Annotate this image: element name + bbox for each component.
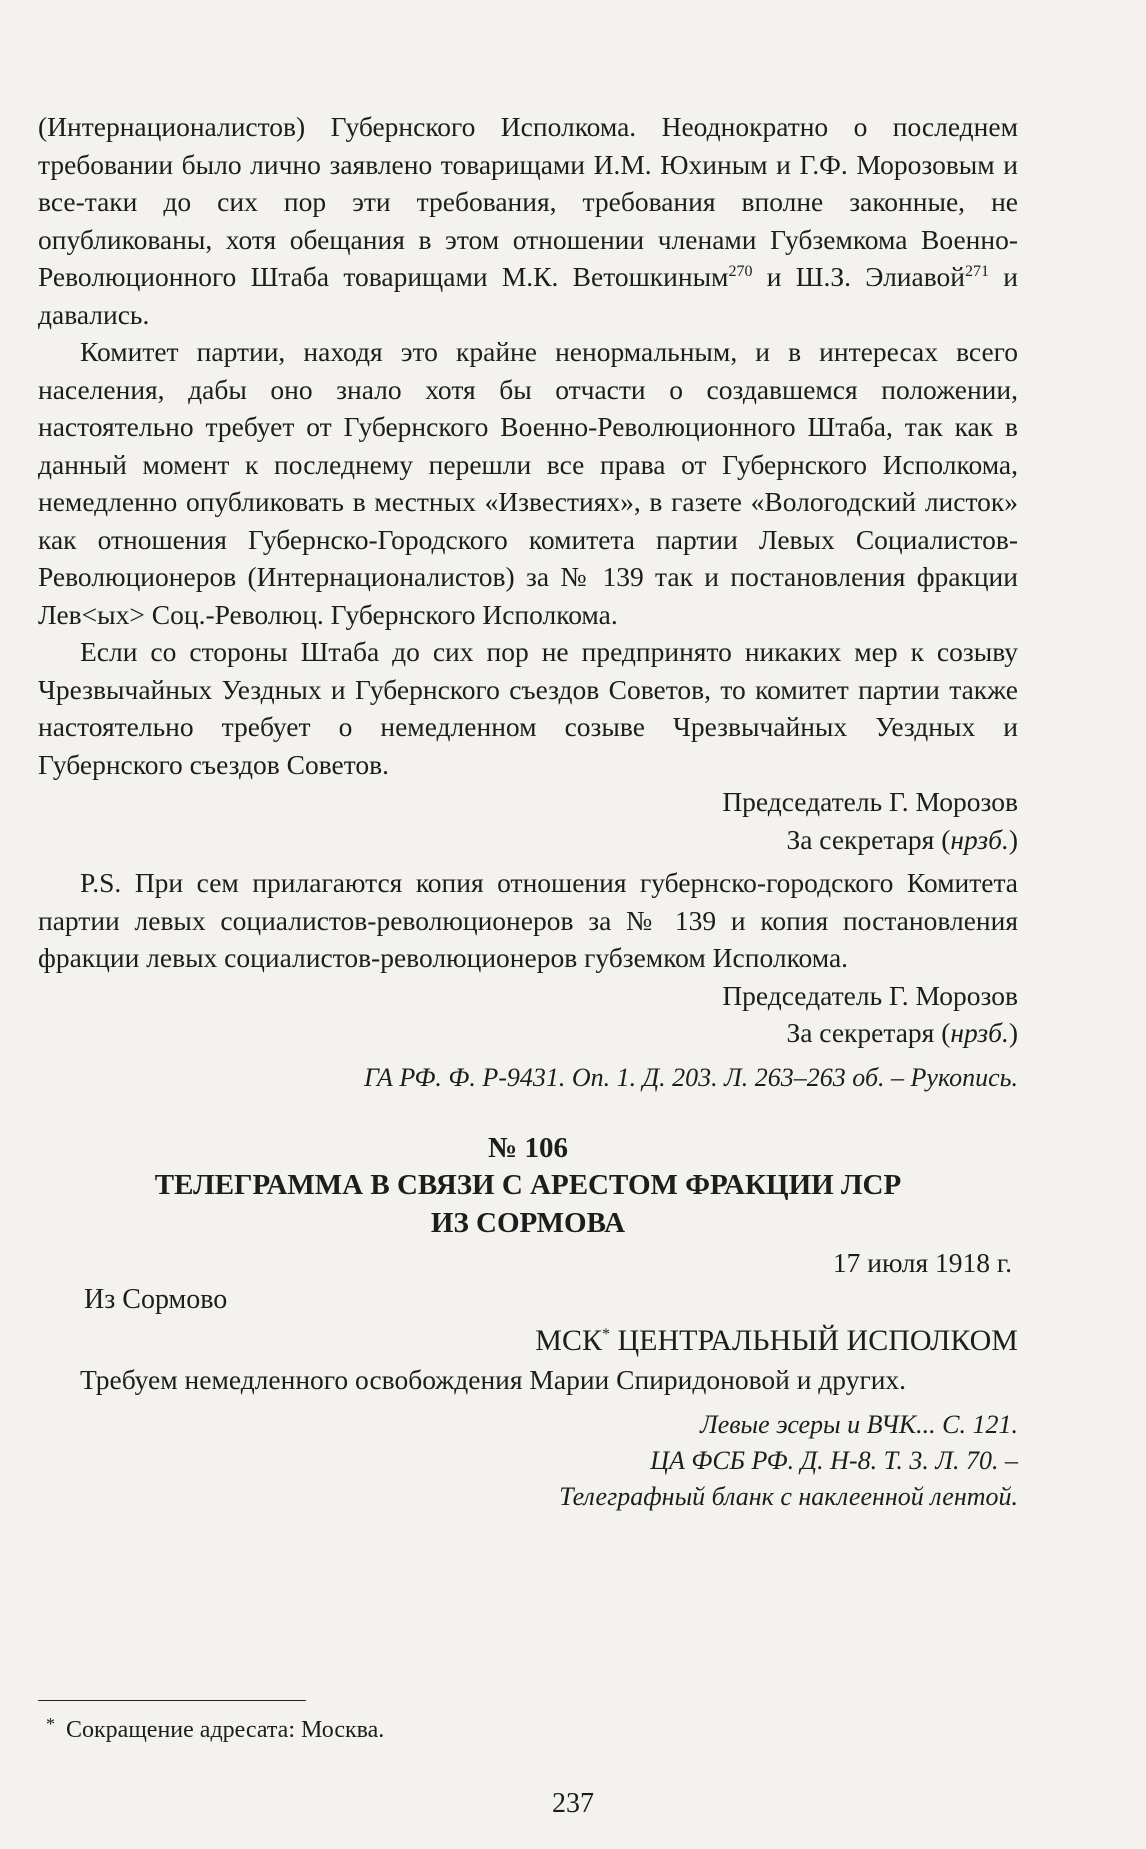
source-note: Телеграфный бланк с наклеенной лентой. [559,1481,1018,1511]
document-number: № 106 [488,1131,568,1164]
footnote-mark: * [46,1714,55,1734]
footnote-ref-271: 271 [965,262,989,280]
source-archive: ЦА ФСБ РФ. Д. Н-8. Т. 3. Л. 70. – [650,1445,1018,1475]
page-content [38,108,1018,1515]
footnote-divider [38,1700,306,1701]
paragraph-congress-demand: Если со стороны Штаба до сих пор не предпринято никаких мер к созыву Чрезвычайных Уездных и Губернского съездов Советов, то комитет партии также настоятельно требует о немедленном созыве Чрезвычайных Уездных и Губернского съездов Советов. [38,636,1018,780]
footnote-ref-270: 270 [728,262,753,280]
signature-chairman: Председатель Г. Морозов [722,786,1018,817]
footnote-text: Сокращение адресата: Москва. [66,1717,385,1743]
paragraph-committee-demand: Комитет партии, находя это крайне ненормальным, и в интересах всего населения, дабы оно знало хотя бы отчасти о создавшемся положении, настоятельно требует от Губернского Военно-Революционного Штаба, так как в данный момент к последнему перешли все права от Губернского Исполкома, немедленно опубликовать в местных «Известиях», в газете «Вологодский листок» как отношения Губернско-Городского комитета партии Левых Социалистов-Революционеров (Интернационалистов) за № 139 так и постановления фракции Лев<ых> Соц.-Революц. Губернского Исполкома. [38,336,1018,630]
telegram-text: Требуем немедленного освобождения Марии Спиридоновой и других. [80,1364,907,1395]
sender-line: Из Сормово [84,1284,228,1315]
signature-chairman-2: Председатель Г. Морозов [722,979,1018,1011]
footnote [46,1714,385,1746]
page-number: 237 [552,1788,594,1819]
archive-source: ГА РФ. Ф. Р-9431. Оп. 1. Д. 203. Л. 263–263 об. – Рукопись. [364,1062,1018,1092]
document-title: ТЕЛЕГРАММА В СВЯЗИ С АРЕСТОМ ФРАКЦИИ ЛСР ИЗ СОРМОВА [154,1168,902,1239]
postscript: P.S. При сем прилагаются копия отношения губернско-городского Комитета партии левых социалистов-революционеров за № 139 и копия постановления фракции левых социалистов-революционеров губземком Исполкома. [38,867,1018,973]
signature-secretary: За секретаря (нрзб.) [786,823,1018,855]
addressee: МСК* ЦЕНТРАЛЬНЫЙ ИСПОЛКОМ [535,1324,1018,1357]
source-publication: Левые эсеры и ВЧК... С. 121. [700,1409,1018,1439]
paragraph-continuation: (Интернационалистов) Губернского Исполкома. Неоднократно о последнем требовании было лично заявлено товарищами И.М. Юхиным и Г.Ф. Морозовым и все-таки до сих пор эти требования, требования вполне законные, не опубликованы, хотя обещания в этом отношении членами Губземкома Военно-Революционного Штаба товарищами М.К. Ветошкиным$^{270}$ и Ш.З. Элиавой$^{271}$ и давались. [38,111,1018,330]
signature-secretary-2: За секретаря (нрзб.) [786,1017,1018,1048]
document-date: 17 июля 1918 г. [832,1246,1012,1278]
